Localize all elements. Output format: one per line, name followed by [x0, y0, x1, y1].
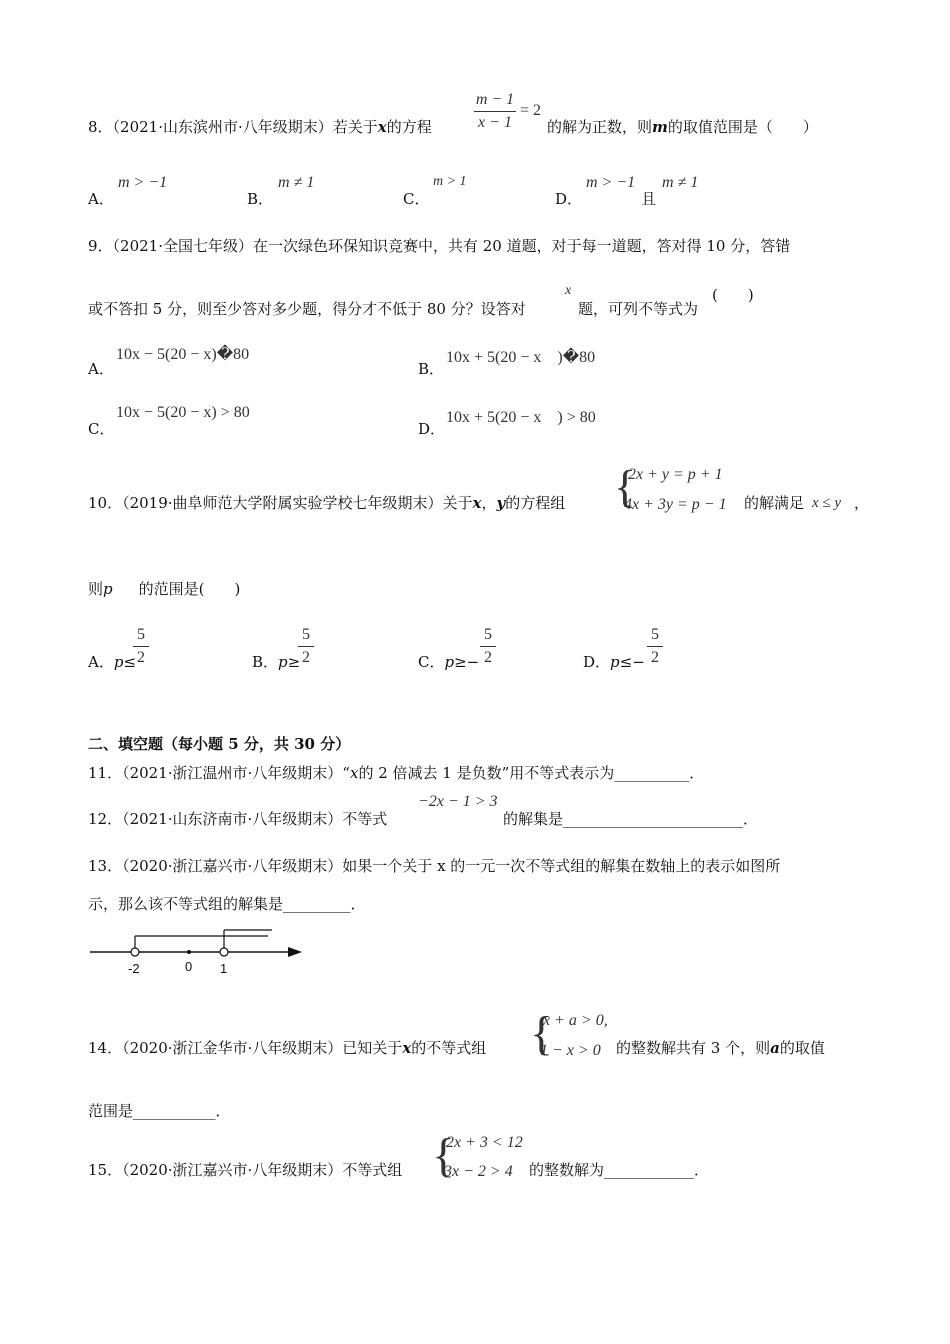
q8-mid: 的方程	[386, 118, 432, 136]
q8-text	[88, 117, 432, 137]
q10-option-c-den: 2	[484, 649, 492, 666]
q11-text-a: 11．（2021·浙江温州市·八年级期末）“	[88, 764, 350, 782]
q10-mid: 的方程组	[505, 494, 566, 512]
q10-option-d-num: 5	[651, 626, 659, 643]
q10-system-brace: {	[614, 461, 637, 512]
q10-option-a-fraction	[133, 626, 149, 667]
q10-option-c	[418, 652, 479, 672]
q10-option-a-den: 2	[137, 649, 145, 666]
q8-suffix-a: 的解为正数，则	[547, 118, 653, 136]
q9-option-b-label: B．	[418, 360, 445, 378]
q13-open-point-neg2	[131, 948, 139, 956]
q8-option-d-and: 且	[641, 190, 657, 208]
q10-end-comma: ，	[854, 494, 870, 512]
q10-option-d-bar	[647, 646, 663, 647]
q10-line2	[88, 579, 240, 599]
q13-label-1: 1	[220, 961, 228, 976]
q8-option-b-math: m ≠ 1	[278, 174, 315, 191]
q10-option-a-num: 5	[137, 626, 145, 643]
q8-frac-bar	[474, 111, 516, 112]
q14-system-ineq1: x + a > 0,	[543, 1012, 608, 1029]
q8-fraction	[474, 91, 516, 132]
q12-text-b: 的解集是________________________．	[503, 810, 759, 828]
q8-prefix: 8．（2021·山东滨州市·八年级期末）若关于	[88, 118, 378, 136]
q9-option-b-math: 10x + 5(20 − x )�80	[446, 349, 596, 366]
q13-line1: 13．（2020·浙江嘉兴市·八年级期末）如果一个关于 x 的一元一次不等式组的解集在数轴上的表示如图所	[88, 857, 781, 875]
q8-frac-equals: = 2	[520, 102, 542, 119]
q9-line2a: 或不答扣 5 分，则至少答对多少题，得分才不低于 80 分？设答对	[88, 300, 526, 318]
q13-number-line	[88, 926, 304, 978]
q13-axis-arrow	[288, 947, 302, 957]
q13-tick-0	[187, 950, 191, 954]
q10-text	[88, 493, 565, 513]
q10-option-b-den: 2	[302, 649, 310, 666]
q10-suffix: 的解满足	[744, 494, 805, 512]
q13-label-0: 0	[185, 959, 193, 974]
q10-var-p: p	[103, 580, 113, 598]
q10-option-b-bar	[298, 646, 314, 647]
q14-suffix-b: 的取值	[779, 1039, 825, 1057]
q9-line1: 9．（2021·全国七年级）在一次绿色环保知识竞赛中，共有 20 道题，对于每一道题，答对得 10 分，答错	[88, 237, 791, 255]
q10-option-d-label: D．	[583, 653, 611, 671]
q14-line2: 范围是___________．	[88, 1102, 231, 1120]
q10-option-a-rel: p≤	[113, 653, 137, 671]
q10-comma: ，	[481, 494, 497, 512]
q8-option-c-math: m > 1	[433, 174, 467, 189]
q10-option-b-fraction	[298, 626, 314, 667]
q10-option-c-num: 5	[484, 626, 492, 643]
q11-text	[88, 763, 704, 783]
q8-option-d-math2: m ≠ 1	[662, 174, 699, 191]
q8-option-a-math: m > −1	[118, 174, 168, 191]
q14-mid: 的不等式组	[411, 1039, 487, 1057]
q10-option-c-rel: p≥−	[444, 653, 480, 671]
q10-prefix: 10．（2019·曲阜师范大学附属实验学校七年级期末）关于	[88, 494, 473, 512]
q10-var-y: y	[496, 494, 506, 512]
q8-option-a-label: A．	[88, 190, 114, 208]
q8-var-x: x	[377, 118, 387, 136]
q10-var-x: x	[472, 494, 482, 512]
q10-line2b: 的范围是( )	[138, 580, 241, 598]
q10-condition: x ≤ y	[812, 495, 842, 511]
q11-var-x: x	[349, 764, 359, 782]
q10-option-a-bar	[133, 646, 149, 647]
q10-option-a	[88, 652, 136, 672]
q10-option-d-fraction	[647, 626, 663, 667]
q15-system-brace: {	[432, 1129, 456, 1182]
q14-var-a: a	[770, 1039, 780, 1057]
q13-label-neg2: -2	[128, 961, 140, 976]
q10-line2a: 则	[88, 580, 104, 598]
q14-suffix-a: 的整数解共有 3 个，则	[616, 1039, 771, 1057]
q12-math: −2x − 1 > 3	[418, 793, 498, 810]
q14-prefix: 14．（2020·浙江金华市·八年级期末）已知关于	[88, 1039, 403, 1057]
q15-system-ineq2: 3x − 2 > 4	[444, 1163, 513, 1180]
q10-option-c-fraction	[480, 626, 496, 667]
q12-text-a: 12．（2021·山东济南市·八年级期末）不等式	[88, 810, 388, 828]
q14-suffix	[616, 1038, 825, 1058]
q14-text	[88, 1038, 486, 1058]
q10-option-d-den: 2	[651, 649, 659, 666]
q9-option-c-label: C．	[88, 420, 115, 438]
section2-title: 二、填空题（每小题 5 分，共 30 分）	[88, 735, 351, 753]
q13-open-point-1	[220, 948, 228, 956]
q13-line2: 示，那么该不等式组的解集是_________．	[88, 895, 366, 913]
q14-system-ineq2: 1 − x > 0	[540, 1042, 601, 1059]
q9-option-d-label: D．	[418, 420, 446, 438]
q8-option-c-label: C．	[403, 190, 430, 208]
q10-option-c-label: C．	[418, 653, 445, 671]
q10-system-eq2: 4x + 3y = p − 1	[624, 496, 727, 513]
q9-option-a-math: 10x − 5(20 − x)�80	[116, 346, 250, 363]
q10-option-c-bar	[480, 646, 496, 647]
q9-var-x: x	[565, 283, 572, 298]
q10-option-d	[583, 652, 645, 672]
q10-option-d-rel: p≤−	[610, 653, 645, 671]
q9-option-d-math: 10x + 5(20 − x ) > 80	[446, 409, 596, 426]
q10-system-eq1: 2x + y = p + 1	[628, 466, 723, 483]
q9-option-c-math: 10x − 5(20 − x) > 80	[116, 404, 250, 421]
q8-option-b-label: B．	[247, 190, 274, 208]
q8-frac-numerator: m − 1	[475, 91, 515, 108]
q10-option-b-label: B．	[252, 653, 279, 671]
q10-option-a-label: A．	[88, 653, 114, 671]
q8-frac-denominator: x − 1	[478, 114, 512, 131]
q10-option-b-rel: p≥	[278, 653, 301, 671]
q10-option-b	[252, 652, 300, 672]
q10-option-b-num: 5	[302, 626, 310, 643]
q14-system-brace: {	[530, 1007, 554, 1060]
q15-prefix: 15．（2020·浙江嘉兴市·八年级期末）不等式组	[88, 1161, 403, 1179]
q9-option-a-label: A．	[88, 360, 114, 378]
q8-option-d-label: D．	[555, 190, 583, 208]
q8-text-suffix	[547, 117, 818, 137]
q9-paren: ( )	[712, 286, 754, 304]
q8-option-d-math1: m > −1	[586, 174, 636, 191]
q8-var-m: m	[652, 118, 668, 136]
q8-suffix-b: 的取值范围是（ ）	[667, 118, 818, 136]
q14-var-x: x	[402, 1039, 412, 1057]
q15-system-ineq1: 2x + 3 < 12	[446, 1134, 523, 1151]
q9-line2b: 题，可列不等式为	[578, 300, 699, 318]
q11-text-b: 的 2 倍减去 1 是负数”用不等式表示为__________．	[358, 764, 705, 782]
q15-suffix: 的整数解为____________．	[529, 1161, 710, 1179]
